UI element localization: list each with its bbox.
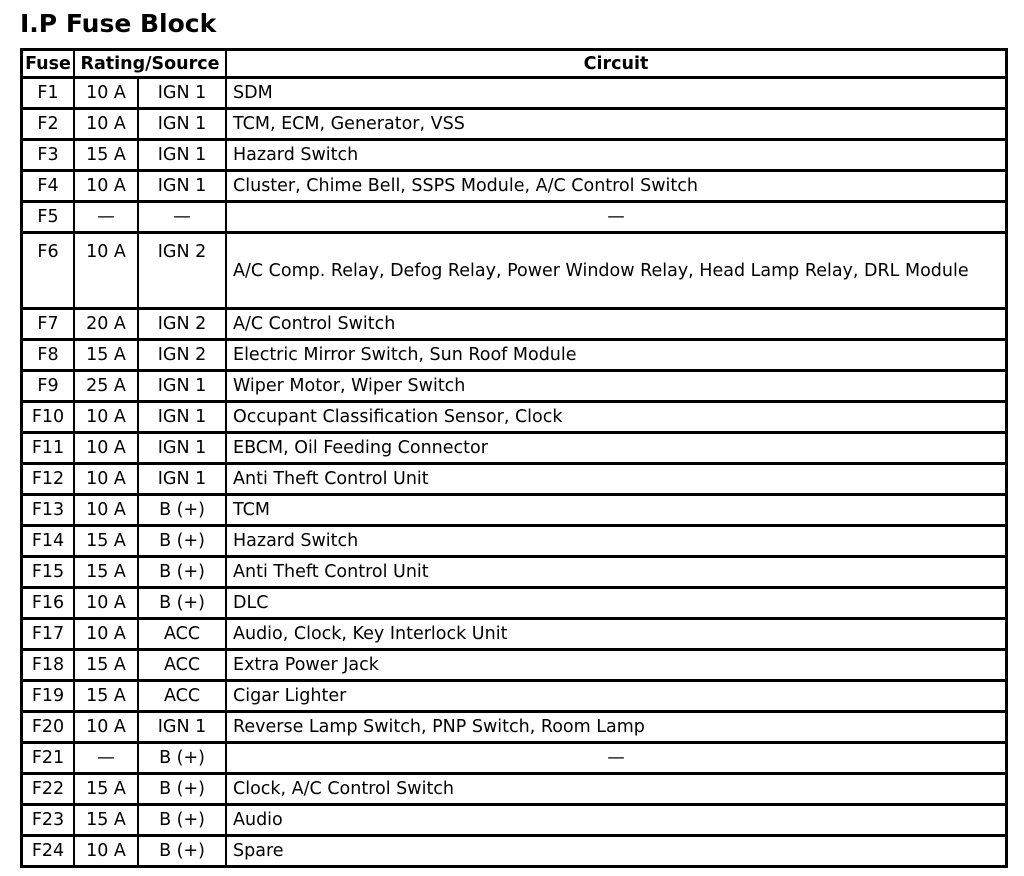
circuit-cell: Electric Mirror Switch, Sun Roof Module: [227, 341, 1005, 372]
source-cell: IGN 1: [139, 79, 227, 110]
fuse-cell: F1: [23, 79, 75, 110]
source-cell: —: [139, 203, 227, 234]
source-cell: IGN 2: [139, 341, 227, 372]
circuit-cell: Hazard Switch: [227, 527, 1005, 558]
source-cell: ACC: [139, 651, 227, 682]
rating-cell: 10 A: [75, 110, 139, 141]
circuit-cell: A/C Comp. Relay, Defog Relay, Power Window Relay, Head Lamp Relay, DRL Module: [227, 234, 1005, 310]
table-row: [23, 775, 1005, 806]
source-cell: IGN 2: [139, 310, 227, 341]
source-cell: IGN 1: [139, 141, 227, 172]
fuse-cell: F22: [23, 775, 75, 806]
source-cell: B (+): [139, 527, 227, 558]
rating-cell: 10 A: [75, 172, 139, 203]
circuit-cell: Audio: [227, 806, 1005, 837]
source-cell: IGN 1: [139, 713, 227, 744]
rating-cell: 10 A: [75, 589, 139, 620]
table-row: [23, 372, 1005, 403]
rating-cell: 15 A: [75, 527, 139, 558]
circuit-cell: EBCM, Oil Feeding Connector: [227, 434, 1005, 465]
fuse-cell: F17: [23, 620, 75, 651]
circuit-cell: Cigar Lighter: [227, 682, 1005, 713]
table-row: [23, 744, 1005, 775]
circuit-cell: Extra Power Jack: [227, 651, 1005, 682]
table-row: [23, 172, 1005, 203]
rating-cell: 15 A: [75, 682, 139, 713]
table-header-row: [23, 51, 1005, 79]
fuse-cell: F9: [23, 372, 75, 403]
table-row: [23, 589, 1005, 620]
table-row: [23, 310, 1005, 341]
source-cell: ACC: [139, 682, 227, 713]
source-cell: B (+): [139, 589, 227, 620]
fuse-cell: F19: [23, 682, 75, 713]
circuit-cell: A/C Control Switch: [227, 310, 1005, 341]
rating-cell: 10 A: [75, 234, 139, 310]
table-row: [23, 110, 1005, 141]
rating-cell: —: [75, 744, 139, 775]
rating-cell: 15 A: [75, 558, 139, 589]
fuse-cell: F13: [23, 496, 75, 527]
fuse-cell: F16: [23, 589, 75, 620]
rating-cell: 15 A: [75, 341, 139, 372]
table-row: [23, 558, 1005, 589]
fuse-cell: F24: [23, 837, 75, 865]
rating-cell: 10 A: [75, 620, 139, 651]
circuit-cell: Audio, Clock, Key Interlock Unit: [227, 620, 1005, 651]
rating-cell: —: [75, 203, 139, 234]
source-cell: IGN 1: [139, 434, 227, 465]
source-cell: ACC: [139, 620, 227, 651]
fuse-cell: F5: [23, 203, 75, 234]
rating-cell: 15 A: [75, 141, 139, 172]
circuit-cell: Anti Theft Control Unit: [227, 558, 1005, 589]
fuse-cell: F2: [23, 110, 75, 141]
header-rating-source: Rating/Source: [75, 51, 227, 79]
source-cell: B (+): [139, 806, 227, 837]
rating-cell: 10 A: [75, 496, 139, 527]
rating-cell: 10 A: [75, 403, 139, 434]
fuse-cell: F21: [23, 744, 75, 775]
source-cell: IGN 1: [139, 372, 227, 403]
source-cell: IGN 1: [139, 110, 227, 141]
fuse-cell: F4: [23, 172, 75, 203]
circuit-cell: Cluster, Chime Bell, SSPS Module, A/C Control Switch: [227, 172, 1005, 203]
table-row: [23, 651, 1005, 682]
table-row: [23, 682, 1005, 713]
header-fuse: Fuse: [23, 51, 75, 79]
circuit-cell: —: [227, 203, 1005, 234]
table-row: [23, 837, 1005, 865]
source-cell: IGN 1: [139, 465, 227, 496]
source-cell: IGN 1: [139, 403, 227, 434]
rating-cell: 10 A: [75, 465, 139, 496]
fuse-cell: F23: [23, 806, 75, 837]
fuse-cell: F11: [23, 434, 75, 465]
source-cell: B (+): [139, 558, 227, 589]
page-title: I.P Fuse Block: [20, 9, 217, 38]
rating-cell: 15 A: [75, 775, 139, 806]
fuse-cell: F10: [23, 403, 75, 434]
fuse-cell: F8: [23, 341, 75, 372]
table-row: [23, 79, 1005, 110]
table-row: [23, 713, 1005, 744]
circuit-cell: Spare: [233, 841, 284, 861]
circuit-cell: Wiper Motor, Wiper Switch: [227, 372, 1005, 403]
rating-cell: 20 A: [75, 310, 139, 341]
table-row: [23, 806, 1005, 837]
circuit-cell: Clock, A/C Control Switch: [227, 775, 1005, 806]
fuse-table: [20, 48, 1008, 868]
rating-cell: 10 A: [75, 713, 139, 744]
circuit-cell: Reverse Lamp Switch, PNP Switch, Room Lamp: [227, 713, 1005, 744]
rating-cell: 15 A: [75, 806, 139, 837]
table-row: [23, 141, 1005, 172]
circuit-cell: DLC: [227, 589, 1005, 620]
table-row: [23, 527, 1005, 558]
table-row: [23, 496, 1005, 527]
circuit-cell: —: [227, 744, 1005, 775]
table-row: [23, 234, 1005, 310]
rating-cell: 10 A: [75, 434, 139, 465]
circuit-cell: Hazard Switch: [227, 141, 1005, 172]
circuit-cell: Occupant Classification Sensor, Clock: [227, 403, 1005, 434]
fuse-cell: F20: [23, 713, 75, 744]
rating-cell: 15 A: [75, 651, 139, 682]
table-row: [23, 203, 1005, 234]
source-cell: B (+): [139, 837, 227, 865]
table-row: [23, 434, 1005, 465]
fuse-cell: F6: [23, 234, 75, 310]
table-row: [23, 403, 1005, 434]
rating-cell: 10 A: [75, 837, 139, 865]
table-row: [23, 465, 1005, 496]
table-row: [23, 620, 1005, 651]
fuse-cell: F3: [23, 141, 75, 172]
circuit-cell: TCM: [227, 496, 1005, 527]
source-cell: B (+): [139, 496, 227, 527]
rating-cell: 25 A: [75, 372, 139, 403]
circuit-cell: SDM: [227, 79, 1005, 110]
source-cell: IGN 1: [139, 172, 227, 203]
source-cell: B (+): [139, 744, 227, 775]
fuse-cell: F15: [23, 558, 75, 589]
table-row: [23, 341, 1005, 372]
circuit-cell: Anti Theft Control Unit: [227, 465, 1005, 496]
source-cell: IGN 2: [139, 234, 227, 310]
fuse-cell: F14: [23, 527, 75, 558]
fuse-cell: F18: [23, 651, 75, 682]
fuse-cell: F12: [23, 465, 75, 496]
fuse-cell: F7: [23, 310, 75, 341]
circuit-cell: TCM, ECM, Generator, VSS: [227, 110, 1005, 141]
header-circuit: Circuit: [227, 51, 1005, 79]
source-cell: B (+): [139, 775, 227, 806]
rating-cell: 10 A: [75, 79, 139, 110]
